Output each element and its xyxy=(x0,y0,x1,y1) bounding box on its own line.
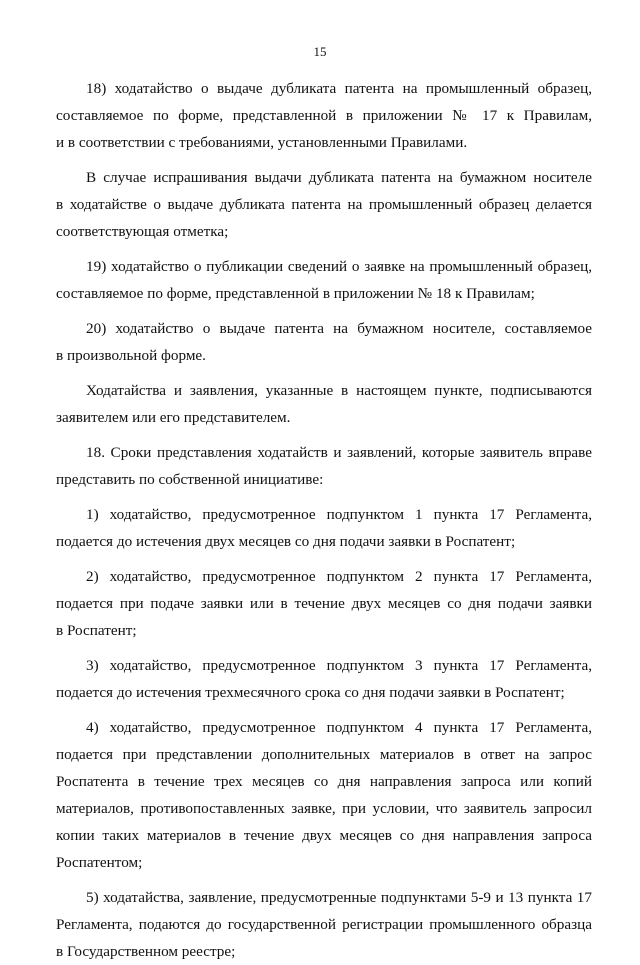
text-line: в ходатайстве о выдаче дубликата патента на промышленный образец делается xyxy=(56,196,592,213)
text-line: заявителем или его представителем. xyxy=(56,409,291,426)
text-line: представить по собственной инициативе: xyxy=(56,471,324,488)
paragraph xyxy=(56,164,592,245)
text-line: в Государственном реестре; xyxy=(56,943,236,960)
paragraph xyxy=(56,563,592,644)
text-line: подается при представлении дополнительных материалов в ответ на запрос xyxy=(56,746,592,763)
text-line: 5) ходатайства, заявление, предусмотренные подпунктами 5-9 и 13 пункта 17 xyxy=(86,889,592,906)
text-line: в произвольной форме. xyxy=(56,347,206,364)
paragraph xyxy=(56,714,592,876)
text-line: 20) ходатайство о выдаче патента на бумажном носителе, составляемое xyxy=(86,320,592,337)
paragraph xyxy=(56,253,592,307)
text-line: 4) ходатайство, предусмотренное подпунктом 4 пункта 17 Регламента, xyxy=(86,719,592,736)
paragraph xyxy=(56,75,592,156)
text-line: материалов, противопоставленных заявке, при условии, что заявитель запросил xyxy=(56,800,592,817)
text-line: в Роспатент; xyxy=(56,622,137,639)
text-line: Роспатента в течение трех месяцев со дня направления запроса или копий xyxy=(56,773,592,790)
paragraph xyxy=(56,652,592,706)
document-body xyxy=(56,75,592,965)
paragraph xyxy=(56,439,592,493)
paragraph xyxy=(56,884,592,965)
text-line: подается до истечения двух месяцев со дня подачи заявки в Роспатент; xyxy=(56,533,516,550)
text-line: составляемое по форме, представленной в приложении № 18 к Правилам; xyxy=(56,285,535,302)
text-line: Регламента, подаются до государственной регистрации промышленного образца xyxy=(56,916,592,933)
text-line: Роспатентом; xyxy=(56,854,143,871)
text-line: 1) ходатайство, предусмотренное подпунктом 1 пункта 17 Регламента, xyxy=(86,506,592,523)
text-line: Ходатайства и заявления, указанные в настоящем пункте, подписываются xyxy=(86,382,592,399)
text-line: и в соответствии с требованиями, установленными Правилами. xyxy=(56,134,468,151)
text-line: 2) ходатайство, предусмотренное подпунктом 2 пункта 17 Регламента, xyxy=(86,568,592,585)
text-line: В случае испрашивания выдачи дубликата патента на бумажном носителе xyxy=(86,169,592,186)
paragraph xyxy=(56,501,592,555)
text-line: подается до истечения трехмесячного срока со дня подачи заявки в Роспатент; xyxy=(56,684,565,701)
text-line: 19) ходатайство о публикации сведений о заявке на промышленный образец, xyxy=(86,258,592,275)
text-line: 18) ходатайство о выдаче дубликата патента на промышленный образец, xyxy=(86,80,592,97)
text-line: копии таких материалов в течение двух месяцев со дня направления запроса xyxy=(56,827,592,844)
text-line: составляемое по форме, представленной в приложении № 17 к Правилам, xyxy=(56,107,592,124)
text-line: подается при подаче заявки или в течение двух месяцев со дня подачи заявки xyxy=(56,595,592,612)
text-line: соответствующая отметка; xyxy=(56,223,229,240)
paragraph xyxy=(56,315,592,369)
text-line: 3) ходатайство, предусмотренное подпунктом 3 пункта 17 Регламента, xyxy=(86,657,592,674)
text-line: 18. Сроки представления ходатайств и заявлений, которые заявитель вправе xyxy=(86,444,592,461)
page-number: 15 xyxy=(313,44,327,59)
paragraph xyxy=(56,377,592,431)
